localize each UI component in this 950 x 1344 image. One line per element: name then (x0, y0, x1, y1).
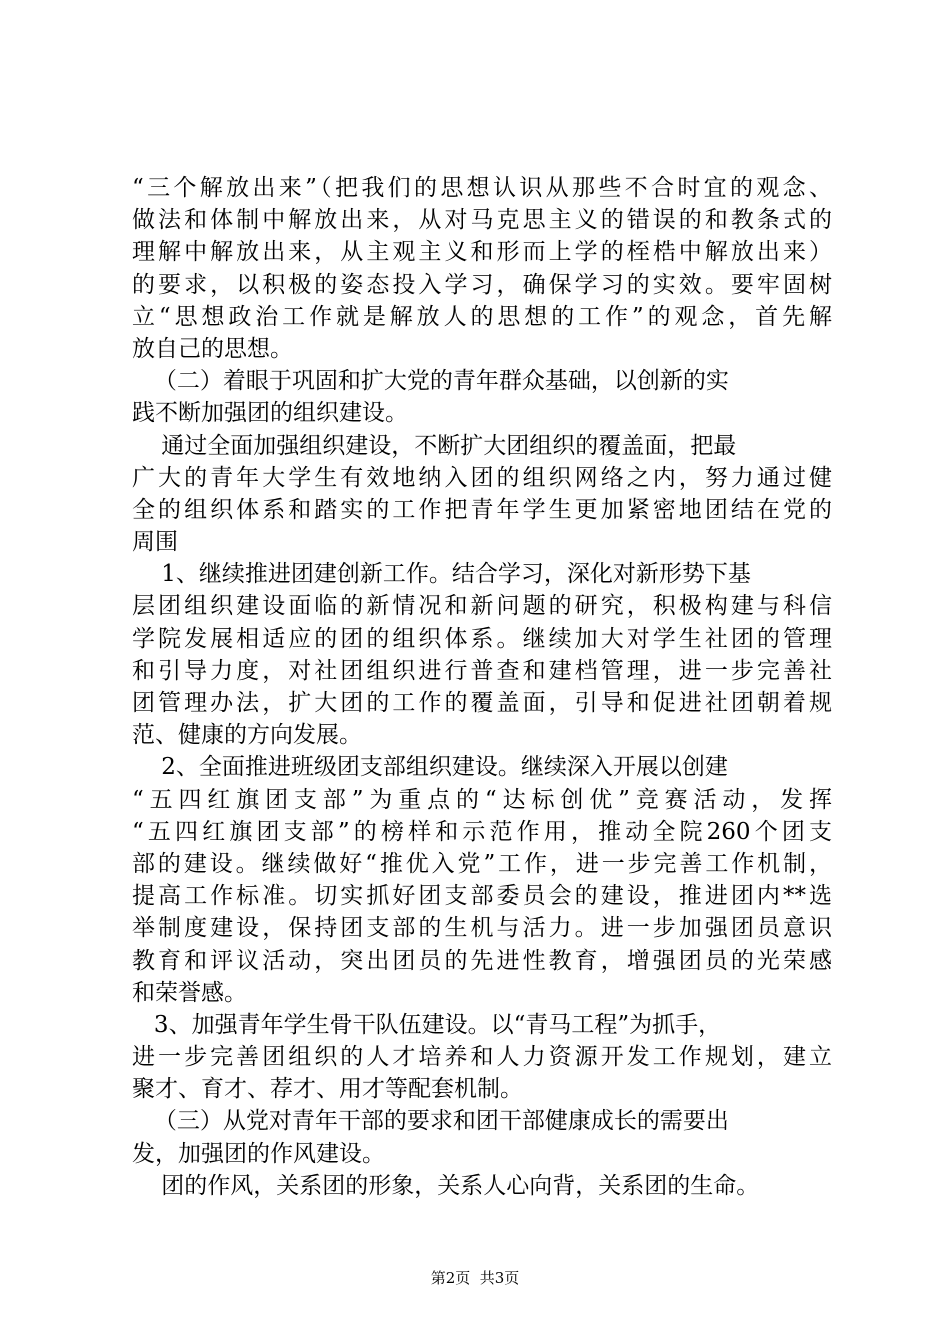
text-line: “五四红旗团支部”为重点的“达标创优”竞赛活动，发挥 (132, 786, 832, 813)
text-line: 通过全面加强组织建设，不断扩大团组织的覆盖面，把最 (132, 432, 737, 459)
text-line: 学院发展相适应的团的组织体系。继续加大对学生社团的管理 (132, 625, 832, 652)
text-line: 全的组织体系和踏实的工作把青年学生更加紧密地团结在党的 (132, 496, 832, 523)
text-line: 1、继续推进团建创新工作。结合学习，深化对新形势下基 (132, 561, 751, 588)
text-line: 放自己的思想。 (132, 335, 293, 362)
text-line: （三）从党对青年干部的要求和团干部健康成长的需要出 (132, 1108, 729, 1135)
text-line: 广大的青年大学生有效地纳入团的组织网络之内，努力通过健 (132, 464, 832, 491)
text-line: 发，加强团的作风建设。 (132, 1140, 385, 1167)
text-line: 部的建设。继续做好“推优入党”工作，进一步完善工作机制， (132, 850, 832, 877)
text-line: 团的作风，关系团的形象，关系人心向背，关系团的生命。 (132, 1172, 760, 1199)
text-line: 的要求，以积极的姿态投入学习，确保学习的实效。要牢固树 (132, 271, 832, 298)
text-line: “五四红旗团支部”的榜样和示范作用，推动全院260个团支 (132, 818, 832, 845)
text-line: 做法和体制中解放出来，从对马克思主义的错误的和教条式的 (132, 207, 832, 234)
text-line: 范、健康的方向发展。 (132, 722, 362, 749)
text-line: 践不断加强团的组织建设。 (132, 400, 408, 427)
text-line: 和引导力度，对社团组织进行普查和建档管理，进一步完善社 (132, 657, 832, 684)
text-line: 3、加强青年学生骨干队伍建设。以“青马工程”为抓手， (132, 1011, 722, 1038)
text-line: 2、全面推进班级团支部组织建设。继续深入开展以创建 (132, 754, 728, 781)
text-line: 和荣誉感。 (132, 979, 247, 1006)
text-line: 立“思想政治工作就是解放人的思想的工作”的观念，首先解 (132, 303, 832, 330)
text-line: 聚才、育才、荐才、用才等配套机制。 (132, 1076, 523, 1103)
text-line: 层团组织建设面临的新情况和新问题的研究，积极构建与科信 (132, 593, 832, 620)
text-line: 周围 (132, 529, 178, 556)
text-line: 教育和评议活动，突出团员的先进性教育，增强团员的光荣感 (132, 947, 832, 974)
text-line: （二）着眼于巩固和扩大党的青年群众基础，以创新的实 (132, 368, 729, 395)
text-line: “三个解放出来”（把我们的思想认识从那些不合时宜的观念、 (132, 175, 832, 201)
text-line: 举制度建设，保持团支部的生机与活力。进一步加强团员意识 (132, 915, 832, 942)
text-line: 理解中解放出来，从主观主义和形而上学的桎梏中解放出来） (132, 239, 832, 266)
text-line: 提高工作标准。切实抓好团支部委员会的建设，推进团内**选 (132, 883, 832, 910)
text-line: 团管理办法，扩大团的工作的覆盖面，引导和促进社团朝着规 (132, 690, 832, 716)
text-line: 进一步完善团组织的人才培养和人力资源开发工作规划，建立 (132, 1044, 832, 1071)
document-body (132, 172, 832, 1202)
page-number-footer: 第2页 共3页 (430, 1269, 520, 1287)
